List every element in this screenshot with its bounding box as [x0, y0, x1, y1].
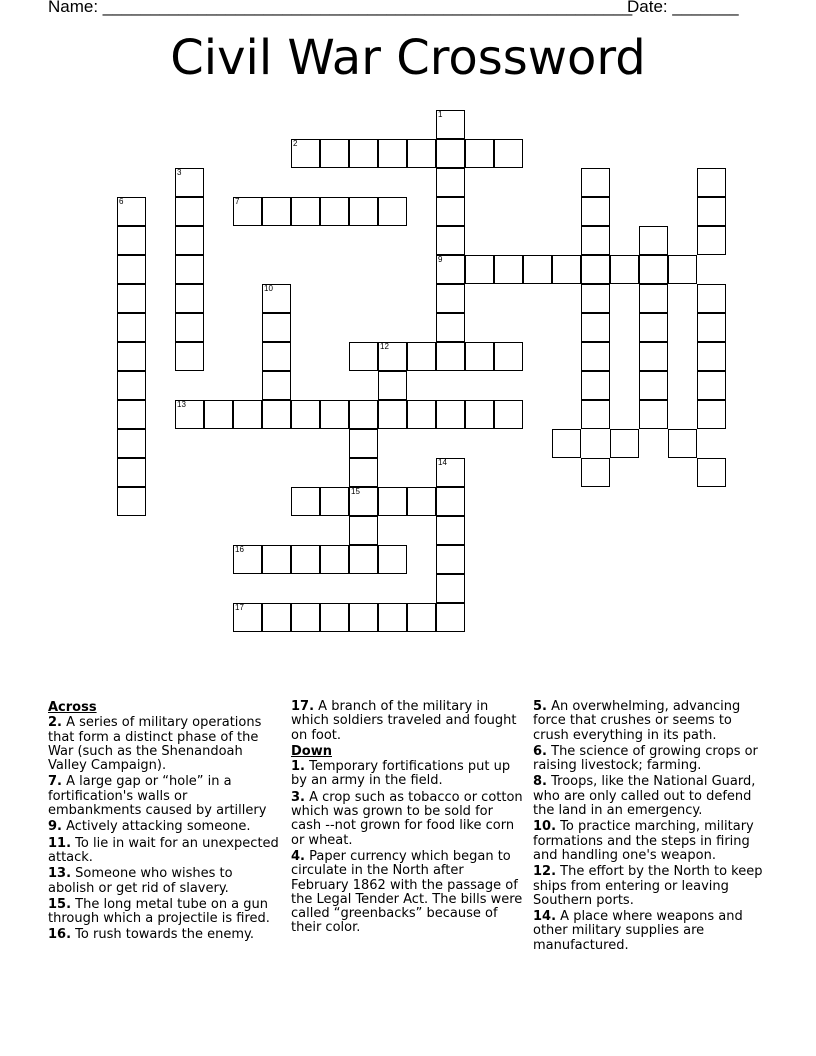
clue-number: 9.	[48, 819, 62, 835]
clue-text: Paper currency which began to circulate in the North after February 1862 with the passage of the Legal Tender Act. The bills were called “greenbacks” because of their color.	[291, 848, 523, 936]
grid-cell[interactable]	[639, 284, 668, 313]
clue-number-label: 1	[438, 110, 443, 119]
grid-cell[interactable]	[581, 342, 610, 371]
grid-cell[interactable]	[349, 197, 378, 226]
clue-number-label: 6	[119, 197, 124, 206]
grid-cell[interactable]	[436, 545, 465, 574]
grid-cell[interactable]	[291, 139, 320, 168]
grid-cell[interactable]	[436, 255, 465, 284]
grid-cell[interactable]	[407, 139, 436, 168]
grid-cell[interactable]	[320, 139, 349, 168]
grid-cell[interactable]	[320, 487, 349, 516]
grid-cell[interactable]	[639, 313, 668, 342]
grid-cell[interactable]	[291, 487, 320, 516]
clue-number: 4.	[291, 848, 305, 864]
clue-text: To practice marching, military formations and the steps in firing and handling one's weapon.	[533, 819, 754, 863]
date-field-label: Date: _______	[627, 0, 739, 16]
clue-number-label: 16	[235, 545, 244, 554]
grid-cell[interactable]	[436, 458, 465, 487]
grid-cell[interactable]	[668, 429, 697, 458]
clue-text: The effort by the North to keep ships from entering or leaving Southern ports.	[533, 864, 763, 908]
clue-text: To lie in wait for an unexpected attack.	[48, 835, 279, 865]
grid-cell[interactable]	[436, 226, 465, 255]
grid-cell[interactable]	[262, 400, 291, 429]
grid-cell[interactable]	[697, 226, 726, 255]
grid-cell[interactable]	[581, 458, 610, 487]
grid-cell[interactable]	[436, 400, 465, 429]
name-field-label: Name: ________________________________________________________	[48, 0, 633, 16]
clue-text: Temporary fortifications put up by an army in the field.	[291, 759, 511, 789]
grid-cell[interactable]	[175, 226, 204, 255]
grid-cell[interactable]	[320, 603, 349, 632]
clue-number: 14.	[533, 909, 557, 925]
grid-cell[interactable]	[494, 139, 523, 168]
grid-cell[interactable]	[465, 342, 494, 371]
clue-down-1	[291, 760, 523, 789]
grid-cell[interactable]	[378, 545, 407, 574]
clue-number: 1.	[291, 759, 305, 775]
grid-cell[interactable]	[436, 197, 465, 226]
clue-across-7	[48, 775, 280, 818]
grid-cell[interactable]	[378, 603, 407, 632]
clue-number: 8.	[533, 774, 547, 790]
clue-text: A series of military operations that form a distinct phase of the War (such as the Shenandoah Valley Campaign).	[48, 715, 262, 774]
grid-cell[interactable]	[117, 284, 146, 313]
clue-text: A crop such as tobacco or cotton which was grown to be sold for cash --not grown for food like corn or wheat.	[291, 789, 523, 848]
grid-cell[interactable]	[349, 400, 378, 429]
grid-cell[interactable]	[436, 284, 465, 313]
grid-cell[interactable]	[262, 545, 291, 574]
grid-cell[interactable]	[175, 168, 204, 197]
grid-cell[interactable]	[262, 371, 291, 400]
clue-number-label: 7	[235, 197, 240, 206]
grid-cell[interactable]	[378, 371, 407, 400]
grid-cell[interactable]	[233, 197, 262, 226]
grid-cell[interactable]	[175, 255, 204, 284]
clue-column-3	[533, 700, 765, 955]
grid-cell[interactable]	[436, 342, 465, 371]
grid-cell[interactable]	[117, 226, 146, 255]
grid-cell[interactable]	[436, 603, 465, 632]
grid-cell[interactable]	[581, 284, 610, 313]
grid-cell[interactable]	[291, 545, 320, 574]
grid-cell[interactable]	[175, 400, 204, 429]
grid-cell[interactable]	[581, 313, 610, 342]
grid-cell[interactable]	[436, 574, 465, 603]
grid-cell[interactable]	[378, 342, 407, 371]
clue-number-label: 15	[351, 487, 360, 496]
grid-cell[interactable]	[552, 255, 581, 284]
grid-cell[interactable]	[639, 400, 668, 429]
grid-cell[interactable]	[523, 255, 552, 284]
clue-across-9	[48, 820, 280, 834]
grid-cell[interactable]	[581, 168, 610, 197]
grid-cell[interactable]	[117, 197, 146, 226]
grid-cell[interactable]	[697, 168, 726, 197]
grid-cell[interactable]	[436, 487, 465, 516]
grid-cell[interactable]	[117, 429, 146, 458]
grid-cell[interactable]	[494, 342, 523, 371]
grid-cell[interactable]	[117, 371, 146, 400]
clue-across-17	[291, 700, 523, 743]
grid-cell[interactable]	[610, 429, 639, 458]
clue-column-2	[291, 700, 523, 938]
grid-cell[interactable]	[175, 197, 204, 226]
grid-cell[interactable]	[378, 139, 407, 168]
clue-number: 7.	[48, 774, 62, 790]
grid-cell[interactable]	[436, 139, 465, 168]
clue-text: A place where weapons and other military supplies are manufactured.	[533, 909, 743, 953]
grid-cell[interactable]	[204, 400, 233, 429]
clue-text: The science of growing crops or raising livestock; farming.	[533, 743, 758, 774]
grid-cell[interactable]	[639, 371, 668, 400]
clue-down-5	[533, 700, 765, 743]
clue-number: 5.	[533, 699, 547, 714]
grid-cell[interactable]	[697, 400, 726, 429]
grid-cell[interactable]	[233, 603, 262, 632]
grid-cell[interactable]	[320, 400, 349, 429]
grid-cell[interactable]	[349, 139, 378, 168]
grid-cell[interactable]	[436, 110, 465, 139]
grid-cell[interactable]	[639, 255, 668, 284]
grid-cell[interactable]	[378, 487, 407, 516]
clue-across-16	[48, 928, 280, 942]
clue-number: 12.	[533, 864, 557, 880]
clue-number-label: 14	[438, 458, 447, 467]
grid-cell[interactable]	[581, 371, 610, 400]
grid-cell[interactable]	[117, 255, 146, 284]
grid-cell[interactable]	[581, 255, 610, 284]
grid-cell[interactable]	[262, 313, 291, 342]
grid-cell[interactable]	[320, 197, 349, 226]
grid-cell[interactable]	[349, 545, 378, 574]
clue-down-3	[291, 791, 523, 848]
clue-number: 17.	[291, 699, 315, 714]
clue-number: 10.	[533, 819, 557, 835]
clue-text: To rush towards the enemy.	[75, 927, 254, 943]
clue-number-label: 10	[264, 284, 273, 293]
grid-cell[interactable]	[436, 516, 465, 545]
across-heading: Across	[48, 700, 97, 715]
grid-cell[interactable]	[494, 255, 523, 284]
clue-number: 6.	[533, 743, 547, 759]
clue-across-15	[48, 898, 280, 927]
grid-cell[interactable]	[349, 458, 378, 487]
clue-number-label: 2	[293, 139, 298, 148]
clue-text: An overwhelming, advancing force that crushes or seems to crush everything in its path.	[533, 699, 741, 743]
clue-column-1	[48, 700, 280, 945]
clue-text: Troops, like the National Guard, who are only called out to defend the land in an emergency.	[533, 774, 756, 819]
clue-text: A large gap or “hole” in a fortification's walls or embankments caused by artillery	[48, 774, 267, 819]
grid-cell[interactable]	[349, 342, 378, 371]
clue-text: A branch of the military in which soldiers traveled and fought on foot.	[291, 699, 517, 743]
down-heading: Down	[291, 743, 332, 759]
grid-cell[interactable]	[697, 284, 726, 313]
grid-cell[interactable]	[233, 400, 262, 429]
grid-cell[interactable]	[407, 603, 436, 632]
grid-cell[interactable]	[407, 342, 436, 371]
clue-across-11	[48, 837, 280, 866]
clue-number-label: 9	[438, 255, 443, 264]
clue-number-label: 3	[177, 168, 182, 177]
page-title: Civil War Crossword	[170, 30, 646, 86]
grid-cell[interactable]	[407, 487, 436, 516]
grid-cell[interactable]	[117, 400, 146, 429]
grid-cell[interactable]	[697, 342, 726, 371]
clue-down-4	[291, 850, 523, 936]
grid-cell[interactable]	[349, 487, 378, 516]
grid-cell[interactable]	[349, 516, 378, 545]
clue-down-14	[533, 910, 765, 953]
grid-cell[interactable]	[291, 197, 320, 226]
clue-number: 3.	[291, 789, 305, 805]
clue-number: 13.	[48, 866, 72, 882]
grid-cell[interactable]	[320, 545, 349, 574]
grid-cell[interactable]	[233, 545, 262, 574]
clue-down-6	[533, 745, 765, 774]
grid-cell[interactable]	[465, 139, 494, 168]
grid-cell[interactable]	[552, 429, 581, 458]
grid-cell[interactable]	[378, 400, 407, 429]
clue-number-label: 13	[177, 400, 186, 409]
clue-number: 11.	[48, 835, 72, 851]
grid-cell[interactable]	[175, 342, 204, 371]
clue-number: 15.	[48, 896, 72, 912]
grid-cell[interactable]	[697, 197, 726, 226]
grid-cell[interactable]	[291, 603, 320, 632]
grid-cell[interactable]	[291, 400, 320, 429]
grid-cell[interactable]	[349, 429, 378, 458]
grid-cell[interactable]	[262, 342, 291, 371]
grid-cell[interactable]	[581, 197, 610, 226]
clue-down-10	[533, 820, 765, 863]
clue-text: Actively attacking someone.	[66, 819, 251, 835]
clue-down-8	[533, 775, 765, 818]
grid-cell[interactable]	[262, 284, 291, 313]
clue-number: 16.	[48, 927, 72, 943]
grid-cell[interactable]	[581, 226, 610, 255]
grid-cell[interactable]	[494, 400, 523, 429]
grid-cell[interactable]	[639, 226, 668, 255]
grid-cell[interactable]	[262, 197, 291, 226]
grid-cell[interactable]	[117, 342, 146, 371]
clue-text: The long metal tube on a gun through which a projectile is fired.	[48, 896, 270, 927]
grid-cell[interactable]	[117, 487, 146, 516]
grid-cell[interactable]	[175, 313, 204, 342]
clue-across-13	[48, 867, 280, 896]
grid-cell[interactable]	[378, 197, 407, 226]
grid-cell[interactable]	[262, 603, 291, 632]
clue-down-12	[533, 865, 765, 908]
grid-cell[interactable]	[697, 458, 726, 487]
clue-number-label: 17	[235, 603, 244, 612]
grid-cell[interactable]	[117, 313, 146, 342]
grid-cell[interactable]	[639, 342, 668, 371]
grid-cell[interactable]	[436, 168, 465, 197]
grid-cell[interactable]	[436, 313, 465, 342]
clue-number: 2.	[48, 715, 62, 731]
clue-text: Someone who wishes to abolish or get rid of slavery.	[48, 866, 233, 896]
grid-cell[interactable]	[581, 400, 610, 429]
grid-cell[interactable]	[668, 255, 697, 284]
clue-number-label: 12	[380, 342, 389, 351]
grid-cell[interactable]	[465, 255, 494, 284]
clue-across-2	[48, 716, 280, 773]
grid-cell[interactable]	[349, 603, 378, 632]
grid-cell[interactable]	[465, 400, 494, 429]
grid-cell[interactable]	[697, 371, 726, 400]
grid-cell[interactable]	[175, 284, 204, 313]
grid-cell[interactable]	[697, 313, 726, 342]
grid-cell[interactable]	[407, 400, 436, 429]
grid-cell[interactable]	[117, 458, 146, 487]
grid-cell[interactable]	[610, 255, 639, 284]
